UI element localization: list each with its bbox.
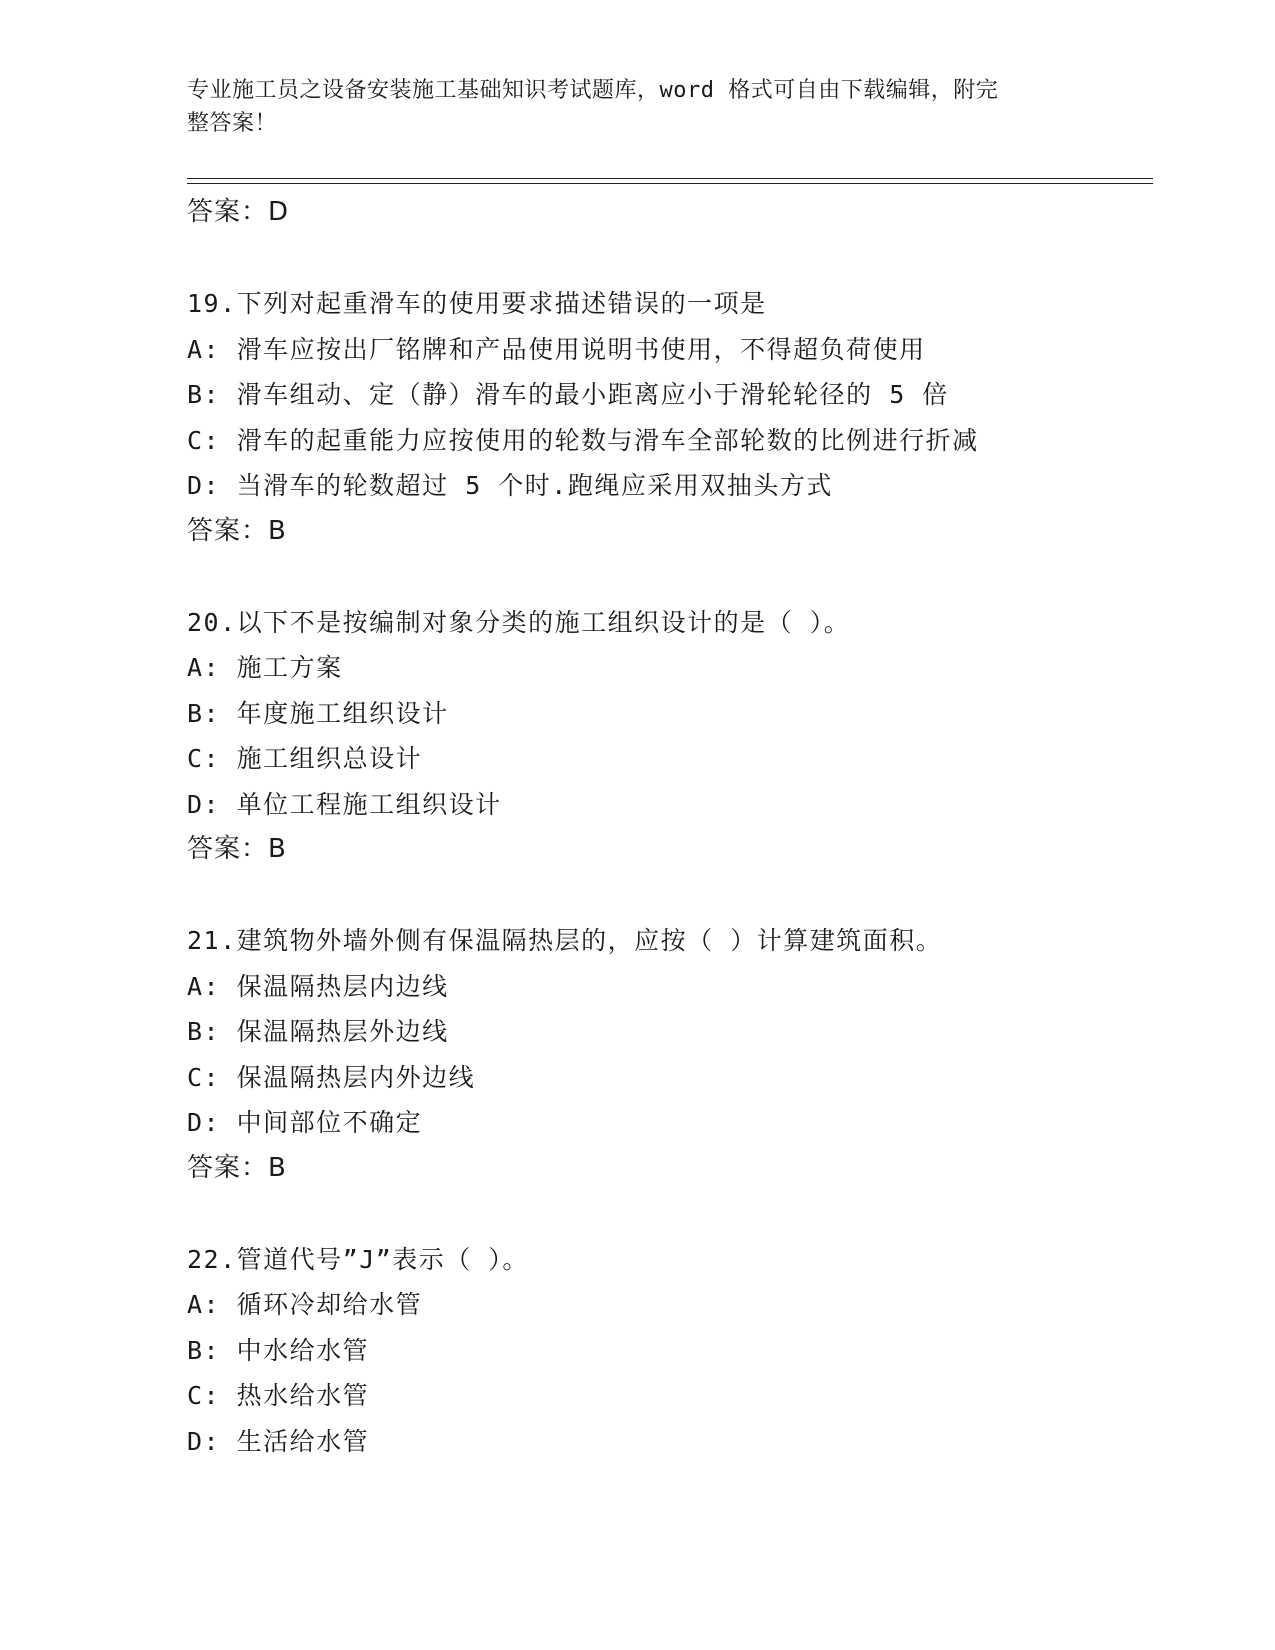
option-a: A: 滑车应按出厂铭牌和产品使用说明书使用，不得超负荷使用	[187, 334, 926, 364]
question-list	[187, 190, 1153, 1464]
header-line-1: 专业施工员之设备安装施工基础知识考试题库，word 格式可自由下载编辑，附完	[187, 78, 999, 103]
option-c: C: 滑车的起重能力应按使用的轮数与滑车全部轮数的比例进行折减	[187, 425, 979, 455]
option-c: C: 保温隔热层内外边线	[187, 1062, 476, 1092]
option-d: D: 单位工程施工组织设计	[187, 789, 502, 819]
answer-line: 答案：B	[187, 515, 287, 546]
option-a: A: 循环冷却给水管	[187, 1290, 423, 1319]
answer-line: 答案：B	[187, 834, 287, 864]
document-page	[187, 0, 1153, 1650]
answer-line: 答案：B	[187, 1152, 287, 1183]
document-header	[187, 74, 1087, 140]
option-d: D: 中间部位不确定	[187, 1108, 423, 1137]
question-text: 19.下列对起重滑车的使用要求描述错误的一项是	[187, 289, 767, 318]
question-text: 21.建筑物外墙外侧有保温隔热层的，应按（ ）计算建筑面积。	[187, 926, 943, 955]
question-text: 20.以下不是按编制对象分类的施工组织设计的是（ ）。	[187, 607, 851, 637]
question-21	[187, 918, 1153, 1191]
option-b: B: 中水给水管	[187, 1335, 370, 1365]
option-b: B: 保温隔热层外边线	[187, 1017, 449, 1046]
option-c: C: 施工组织总设计	[187, 744, 423, 773]
question-19	[187, 281, 1153, 554]
option-b: B: 年度施工组织设计	[187, 698, 449, 728]
question-22	[187, 1237, 1153, 1465]
option-b: B: 滑车组动、定（静）滑车的最小距离应小于滑轮轮径的 5 倍	[187, 380, 949, 409]
option-d: D: 生活给水管	[187, 1426, 370, 1456]
header-line-2: 整答案！	[187, 111, 278, 136]
header-double-rule	[187, 178, 1153, 184]
option-d: D: 当滑车的轮数超过 5 个时.跑绳应采用双抽头方式	[187, 471, 833, 500]
answer-line: 答案：D	[187, 197, 290, 227]
question-text: 22.管道代号”J”表示（ ）。	[187, 1244, 529, 1274]
option-a: A: 施工方案	[187, 653, 343, 682]
option-c: C: 热水给水管	[187, 1381, 370, 1410]
option-a: A: 保温隔热层内边线	[187, 971, 449, 1001]
question-20	[187, 600, 1153, 873]
